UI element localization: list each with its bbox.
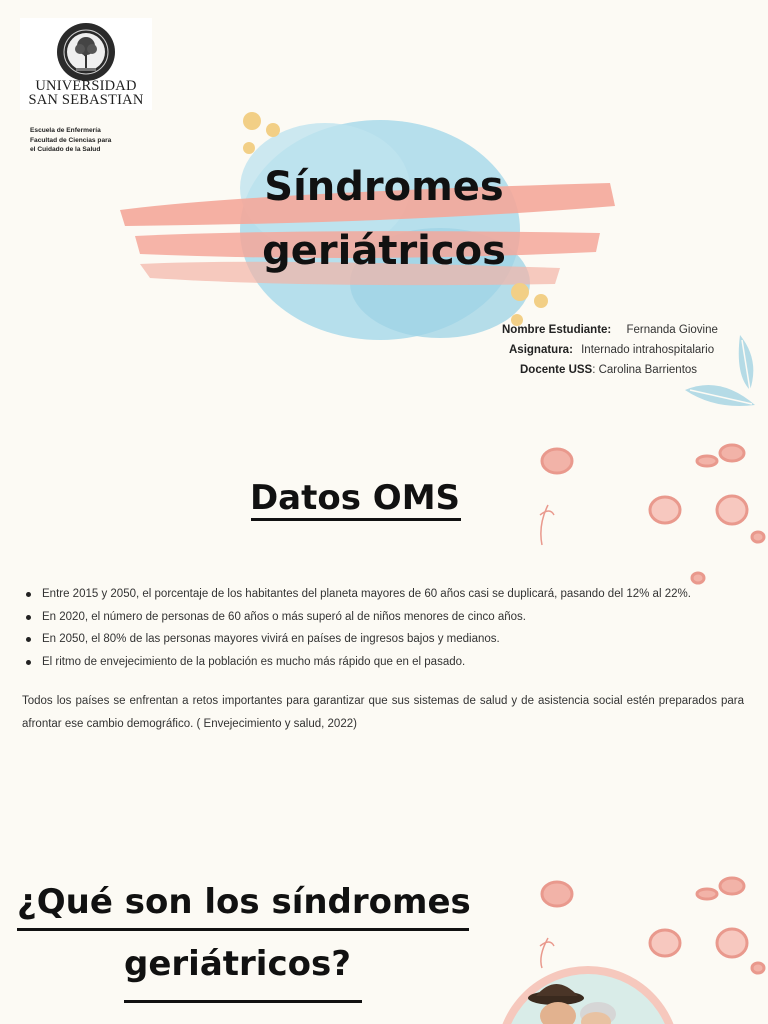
datos-bullet-list bbox=[22, 583, 752, 673]
datos-paragraph: Todos los países se enfrentan a retos importantes para garantizar que sus sistemas de salud y de asistencia social estén preparados para afrontar ese cambio demográfico. ( Envejecimiento y salud, 2022) bbox=[22, 695, 744, 730]
bullet-item: El ritmo de envejecimiento de la población es mucho más rápido que en el pasado. bbox=[22, 651, 752, 674]
question-line-1: ¿Qué son los síndromes bbox=[17, 882, 471, 922]
bullet-item: Entre 2015 y 2050, el porcentaje de los habitantes del planeta mayores de 60 años casi se duplicará, pasando del 12% al 22%. bbox=[22, 583, 752, 606]
page-title bbox=[150, 155, 618, 283]
faculty-line-2: Facultad de Ciencias para bbox=[30, 136, 112, 144]
bullet-item: En 2020, el número de personas de 60 años o más superó al de niños menores de cinco años. bbox=[22, 606, 752, 629]
subject-value: Internado intrahospitalario bbox=[581, 344, 715, 356]
logo-line-2: SAN SEBASTIAN bbox=[28, 92, 144, 108]
bullet-item: En 2050, el 80% de las personas mayores vivirá en países de ingresos bajos y medianos. bbox=[22, 628, 752, 651]
student-name-value: Fernanda Giovine bbox=[626, 324, 718, 336]
subject-label: Asignatura: bbox=[509, 344, 573, 356]
logo-line-1: UNIVERSIDAD bbox=[35, 78, 137, 94]
faculty-line-3: el Cuidado de la Salud bbox=[30, 146, 101, 153]
question-line-2: geriátricos? bbox=[124, 944, 351, 984]
title-line-1: Síndromes bbox=[264, 164, 504, 210]
student-name-label: Nombre Estudiante: bbox=[502, 324, 612, 336]
elderly-person-photo bbox=[488, 958, 688, 1024]
datos-heading: Datos OMS bbox=[249, 478, 461, 518]
title-line-2: geriátricos bbox=[262, 228, 506, 274]
university-seal-icon bbox=[56, 22, 116, 82]
teacher-label: Docente USS bbox=[520, 364, 593, 376]
question-underline-1 bbox=[17, 928, 469, 931]
leaf-icon bbox=[680, 330, 768, 420]
question-underline-2 bbox=[124, 1000, 362, 1003]
faculty-line-1: Escuela de Enfermería bbox=[30, 127, 101, 134]
datos-heading-underline bbox=[251, 518, 461, 521]
teacher-value: : Carolina Barrientos bbox=[592, 364, 698, 376]
